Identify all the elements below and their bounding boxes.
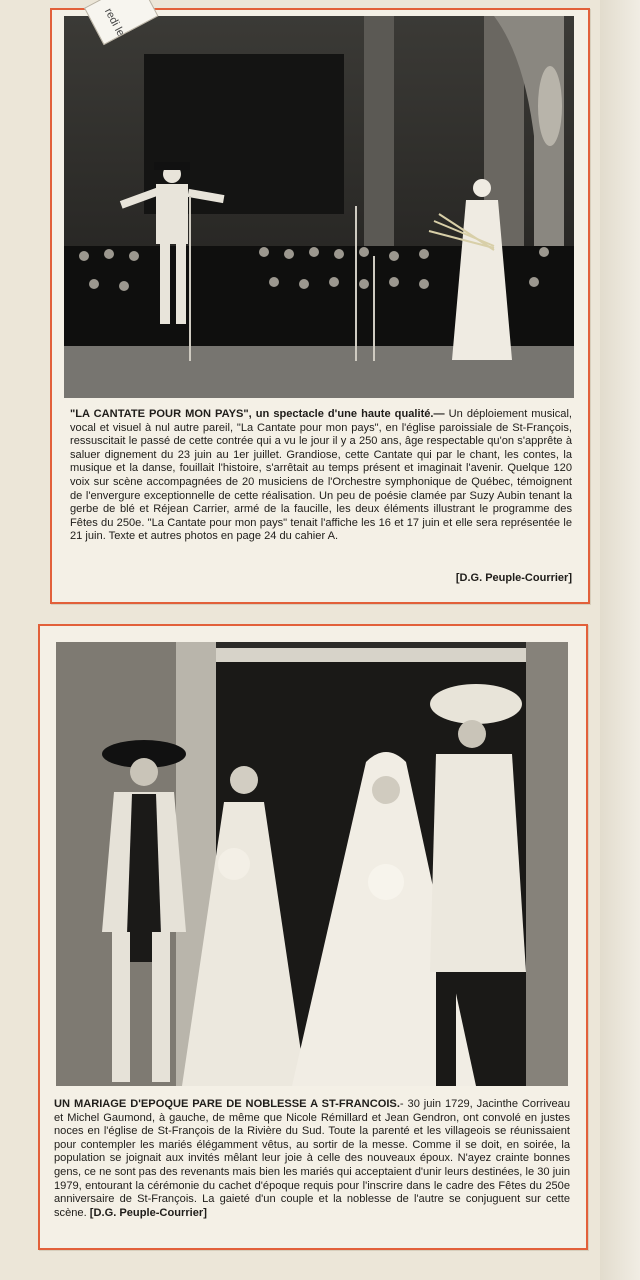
wedding-photo-illustration: [56, 642, 568, 1086]
caption-mariage: [54, 1098, 570, 1220]
photo-credit-cantate: [D.G. Peuple-Courrier]: [455, 572, 572, 584]
photo-cantate-stage: [64, 16, 574, 398]
caption-cantate-lead: "LA CANTATE POUR MON PAYS", un spectacle d'une haute qualité.—: [70, 408, 445, 420]
photo-credit-mariage: [D.G. Peuple-Courrier]: [89, 1206, 207, 1219]
newspaper-clipping-mariage: [38, 624, 588, 1250]
caption-mariage-lead: UN MARIAGE D'EPOQUE PARE DE NOBLESSE A ST-FRANCOIS.: [54, 1098, 400, 1110]
caption-cantate-body: Un déploiement musical, vocal et visuel à nul autre pareil, "La Cantate pour mon pays", en l'église paroissiale de St-François, ressuscitait le passé de cette contrée qui a vu le jour il y a 250 ans, âge respectable qu'on s'apprête à saluer dignement du 23 juin au 1er juillet. Grandiose, cette Cantate qui par le chant, les contes, la musique et la danse, fouillait l'histoire, s'arrêtait au temps présent et imaginait l'avenir. Quelque 120 voix sur scène accompagnées de 20 musiciens de l'Orchestre symphonique de Québec, témoignent de l'envergure exceptionnelle de cette réalisation. Un peu de poésie clamée par Suzy Aubin tenant la gerbe de blé et Réjean Carrier, armé de la faucille, les deux éléments illustrant le programme des Fêtes du 250e. "La Cantate pour mon pays" tenait l'affiche les 16 et 17 juin et elle sera représentée le 21 juin. Texte et autres photos en page 24 du cahier A.: [70, 408, 572, 543]
folded-tab-text: redi le: [101, 6, 127, 39]
caption-mariage-body: - 30 juin 1729, Jacinthe Corriveau et Michel Gaumond, à gauche, de même que Nicole Rémillard et Jean Gendron, ont convolé en justes noces en l'église de St-François de la Rivière du Sud. Toute la parenté et les villageois se réunissaient pour contempler les mariés élégamment vêtus, au sortir de la messe. Comme il se doit, en soirée, la population se joignait aux invités mêlant leur joie à celle des nouveaux époux. N'ayez crainte bonnes gens, ce ne sont pas des revenants mais bien les mariés qui acceptaient d'unir leurs destinées, le 30 juin 1979, entourant la cérémonie du cachet d'époque requis pour l'inscrire dans le cadre des Fêtes du 250e anniversaire de St-François. La gaieté d'un couple et la noblesse de l'autre se conjuguent sur cette scène.: [54, 1098, 571, 1219]
caption-cantate: [70, 408, 572, 544]
scrapbook-page-edge: [600, 0, 640, 1280]
newspaper-clipping-cantate: [50, 8, 590, 604]
stage-photo-illustration: [64, 16, 574, 398]
photo-wedding-couples: [56, 642, 568, 1086]
